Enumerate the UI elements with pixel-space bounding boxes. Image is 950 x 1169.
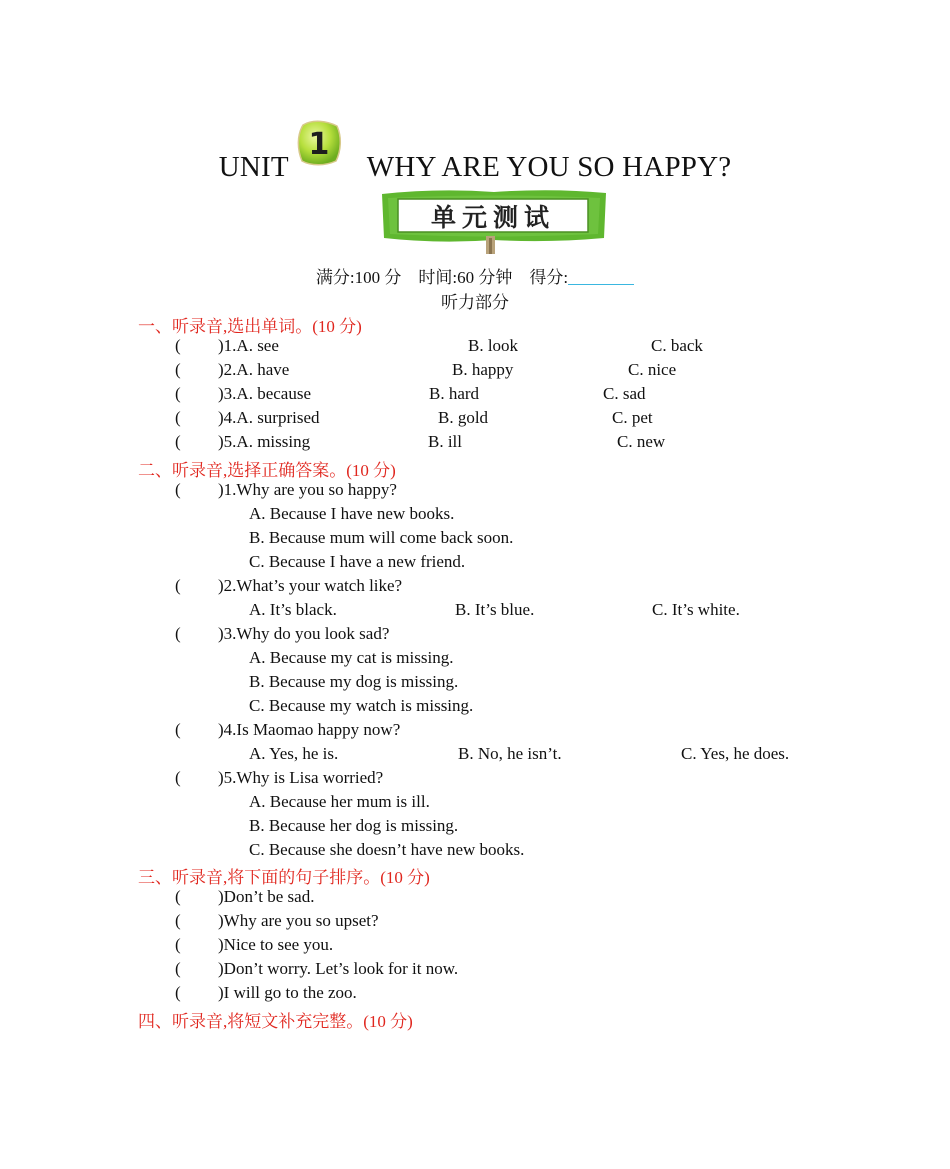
option-b: B. Because mum will come back soon. xyxy=(249,528,514,547)
answer-paren[interactable]: ( xyxy=(175,768,181,787)
answer-paren[interactable]: ( xyxy=(175,576,181,595)
question-stem: )4.A. surprised xyxy=(218,408,320,427)
option-c: C. Because she doesn’t have new books. xyxy=(249,840,525,859)
section-4-heading: 四、听录音,将短文补充完整。(10 分) xyxy=(138,1012,413,1031)
answer-paren[interactable]: ( xyxy=(175,480,181,499)
section-2-heading: 二、听录音,选择正确答案。(10 分) xyxy=(138,461,396,480)
unit-number-badge xyxy=(295,127,341,179)
question-stem: )1.Why are you so happy? xyxy=(218,480,397,499)
question-stem: )2.A. have xyxy=(218,360,290,379)
option-b: B. gold xyxy=(438,408,489,427)
sentence: )Nice to see you. xyxy=(218,935,334,954)
answer-paren[interactable]: ( xyxy=(175,887,181,906)
question-stem: )3.Why do you look sad? xyxy=(218,624,390,643)
option-b: B. It’s blue. xyxy=(455,600,535,619)
answer-paren[interactable]: ( xyxy=(175,624,181,643)
option-a: A. Because my cat is missing. xyxy=(249,648,454,667)
sentence: )Don’t be sad. xyxy=(218,887,315,906)
page-title xyxy=(0,127,950,184)
answer-paren[interactable]: ( xyxy=(175,360,181,379)
answer-paren[interactable]: ( xyxy=(175,432,181,451)
option-a: A. Because her mum is ill. xyxy=(249,792,430,811)
option-c: C. nice xyxy=(628,360,677,379)
badge-text: 单元测试 xyxy=(430,203,556,232)
option-b: B. ill xyxy=(428,432,463,451)
option-c: C. new xyxy=(617,432,666,451)
listening-part-label: 听力部分 xyxy=(441,293,509,312)
section-1-heading: 一、听录音,选出单词。(10 分) xyxy=(138,317,362,336)
option-b: B. No, he isn’t. xyxy=(458,744,562,763)
answer-paren[interactable]: ( xyxy=(175,408,181,427)
option-c: C. Because I have a new friend. xyxy=(249,552,466,571)
unit-number: 1 xyxy=(308,127,330,162)
unit-test-badge xyxy=(378,186,610,258)
answer-paren[interactable]: ( xyxy=(175,959,181,978)
option-c: C. It’s white. xyxy=(652,600,740,619)
answer-paren[interactable]: ( xyxy=(175,935,181,954)
question-stem: )5.A. missing xyxy=(218,432,311,451)
sentence: )I will go to the zoo. xyxy=(218,983,357,1002)
option-b: B. Because my dog is missing. xyxy=(249,672,459,691)
question-stem: )5.Why is Lisa worried? xyxy=(218,768,384,787)
option-c: C. pet xyxy=(612,408,653,427)
answer-paren[interactable]: ( xyxy=(175,983,181,1002)
question-stem: )3.A. because xyxy=(218,384,311,403)
unit-title: WHY ARE YOU SO HAPPY? xyxy=(366,151,732,183)
option-b: B. look xyxy=(468,336,519,355)
option-a: A. It’s black. xyxy=(249,600,337,619)
question-stem: )4.Is Maomao happy now? xyxy=(218,720,401,739)
answer-paren[interactable]: ( xyxy=(175,720,181,739)
answer-paren[interactable]: ( xyxy=(175,384,181,403)
option-b: B. hard xyxy=(429,384,480,403)
score-label: 得分: xyxy=(529,268,569,287)
section-3-heading: 三、听录音,将下面的句子排序。(10 分) xyxy=(138,868,430,887)
unit-label: UNIT xyxy=(218,151,289,183)
sentence: )Why are you so upset? xyxy=(218,911,379,930)
question-stem: )1.A. see xyxy=(218,336,279,355)
option-c: C. back xyxy=(651,336,703,355)
sentence: )Don’t worry. Let’s look for it now. xyxy=(218,959,459,978)
score-field[interactable] xyxy=(568,268,634,285)
option-b: B. happy xyxy=(452,360,514,379)
full-score: 满分:100 分 xyxy=(315,268,402,287)
option-a: A. Yes, he is. xyxy=(249,744,339,763)
option-c: C. Because my watch is missing. xyxy=(249,696,474,715)
option-b: B. Because her dog is missing. xyxy=(249,816,459,835)
option-c: C. Yes, he does. xyxy=(681,744,790,763)
time-limit: 时间:60 分钟 xyxy=(418,268,513,287)
exam-meta xyxy=(0,263,950,288)
option-a: A. Because I have new books. xyxy=(249,504,455,523)
answer-paren[interactable]: ( xyxy=(175,336,181,355)
answer-paren[interactable]: ( xyxy=(175,911,181,930)
option-c: C. sad xyxy=(603,384,646,403)
question-stem: )2.What’s your watch like? xyxy=(218,576,403,595)
